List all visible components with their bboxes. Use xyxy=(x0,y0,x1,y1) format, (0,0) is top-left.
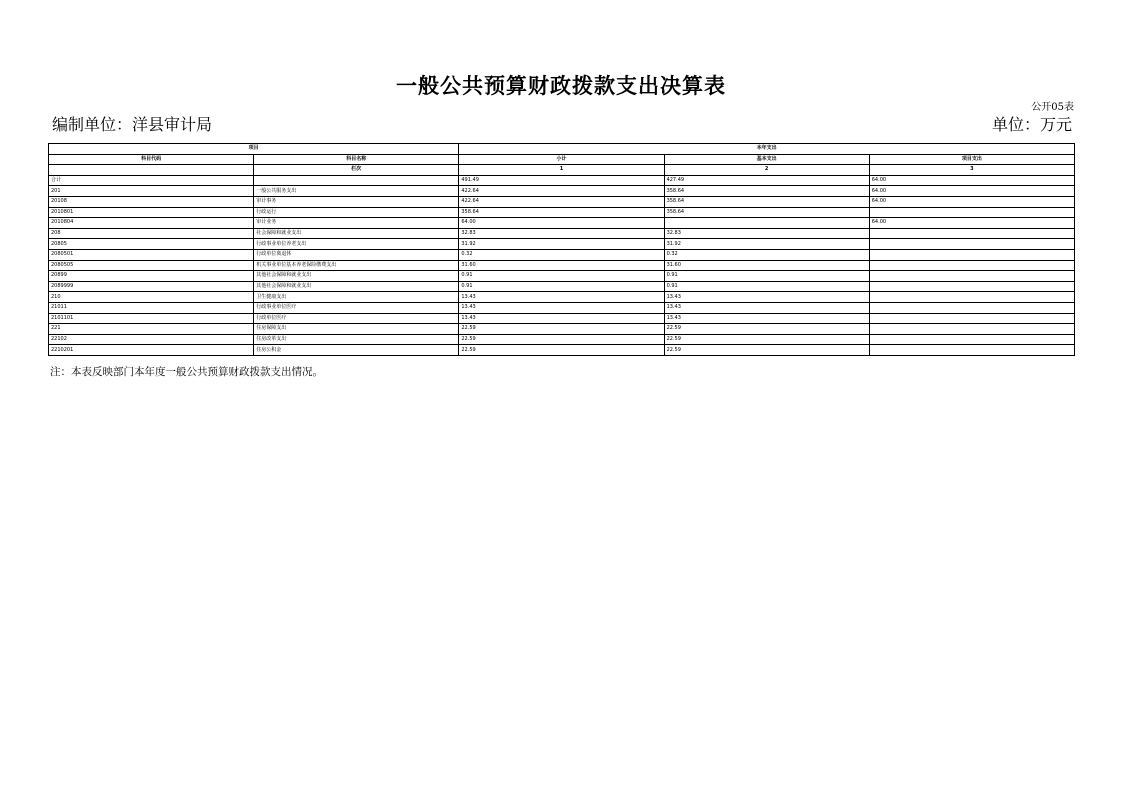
cell-subtotal: 358.64 xyxy=(459,207,664,218)
cell-name: 其他社会保障和就业支出 xyxy=(254,281,459,292)
cell-subtotal: 22.59 xyxy=(459,334,664,345)
cell-code: 合计 xyxy=(49,175,254,186)
header-name: 科目名称 xyxy=(254,154,459,165)
cell-subtotal: 64.00 xyxy=(459,218,664,229)
cell-name: 一般公共服务支出 xyxy=(254,186,459,197)
expenditure-table xyxy=(48,143,1075,356)
table-row xyxy=(49,186,1075,197)
cell-basic: 358.64 xyxy=(664,196,869,207)
cell-project: 64.00 xyxy=(869,175,1074,186)
header-project-expense: 项目支出 xyxy=(869,154,1074,165)
cell-basic: 0.32 xyxy=(664,249,869,260)
table-row xyxy=(49,345,1075,356)
cell-project xyxy=(869,228,1074,239)
cell-project xyxy=(869,313,1074,324)
table-row xyxy=(49,228,1075,239)
cell-basic: 13.43 xyxy=(664,302,869,313)
header-current-year: 本年支出 xyxy=(459,144,1075,155)
cell-code: 2080501 xyxy=(49,249,254,260)
cell-name: 住房公积金 xyxy=(254,345,459,356)
cell-project xyxy=(869,271,1074,282)
cell-code: 21011 xyxy=(49,302,254,313)
cell-project xyxy=(869,281,1074,292)
index-1: 1 xyxy=(459,165,664,176)
cell-name: 行政单位离退休 xyxy=(254,249,459,260)
table-row xyxy=(49,218,1075,229)
header-row-index xyxy=(49,165,1075,176)
cell-name: 审计业务 xyxy=(254,218,459,229)
cell-basic: 31.92 xyxy=(664,239,869,250)
cell-basic: 358.64 xyxy=(664,207,869,218)
table-row xyxy=(49,334,1075,345)
cell-subtotal: 0.32 xyxy=(459,249,664,260)
cell-basic: 358.64 xyxy=(664,186,869,197)
table-row xyxy=(49,175,1075,186)
table-row xyxy=(49,292,1075,303)
cell-name: 其他社会保障和就业支出 xyxy=(254,271,459,282)
cell-name: 行政事业单位养老支出 xyxy=(254,239,459,250)
cell-project: 64.00 xyxy=(869,218,1074,229)
header-project: 项目 xyxy=(49,144,459,155)
cell-project xyxy=(869,345,1074,356)
cell-project xyxy=(869,239,1074,250)
header-subtotal: 小计 xyxy=(459,154,664,165)
cell-code: 208 xyxy=(49,228,254,239)
cell-project xyxy=(869,324,1074,335)
header-basic: 基本支出 xyxy=(664,154,869,165)
cell-subtotal: 13.43 xyxy=(459,292,664,303)
index-label: 栏次 xyxy=(254,165,459,176)
cell-code: 2080505 xyxy=(49,260,254,271)
cell-project xyxy=(869,207,1074,218)
footnote: 注：本表反映部门本年度一般公共预算财政拨款支出情况。 xyxy=(50,366,323,378)
index-2: 2 xyxy=(664,165,869,176)
cell-project xyxy=(869,260,1074,271)
table-row xyxy=(49,324,1075,335)
index-3: 3 xyxy=(869,165,1074,176)
cell-code: 2010804 xyxy=(49,218,254,229)
cell-subtotal: 32.83 xyxy=(459,228,664,239)
cell-code: 20805 xyxy=(49,239,254,250)
cell-code: 2089999 xyxy=(49,281,254,292)
table-row xyxy=(49,260,1075,271)
cell-project xyxy=(869,249,1074,260)
cell-subtotal: 0.91 xyxy=(459,281,664,292)
cell-name: 住房保障支出 xyxy=(254,324,459,335)
cell-basic: 22.59 xyxy=(664,345,869,356)
cell-project: 64.00 xyxy=(869,196,1074,207)
header-code: 科目代码 xyxy=(49,154,254,165)
cell-code: 20108 xyxy=(49,196,254,207)
cell-subtotal: 31.60 xyxy=(459,260,664,271)
cell-project xyxy=(869,292,1074,303)
cell-subtotal: 422.64 xyxy=(459,186,664,197)
cell-name xyxy=(254,175,459,186)
cell-subtotal: 22.59 xyxy=(459,324,664,335)
cell-subtotal: 13.43 xyxy=(459,313,664,324)
cell-subtotal: 31.92 xyxy=(459,239,664,250)
cell-subtotal: 422.64 xyxy=(459,196,664,207)
header-row-group xyxy=(49,144,1075,155)
cell-basic: 32.83 xyxy=(664,228,869,239)
cell-subtotal: 22.59 xyxy=(459,345,664,356)
table-row xyxy=(49,281,1075,292)
cell-basic: 0.91 xyxy=(664,271,869,282)
cell-basic: 31.60 xyxy=(664,260,869,271)
index-empty xyxy=(49,165,254,176)
table-body xyxy=(49,175,1075,355)
cell-name: 机关事业单位基本养老保险缴费支出 xyxy=(254,260,459,271)
table-row xyxy=(49,249,1075,260)
table-row xyxy=(49,196,1075,207)
cell-name: 社会保障和就业支出 xyxy=(254,228,459,239)
cell-name: 住房改革支出 xyxy=(254,334,459,345)
page-title: 一般公共预算财政拨款支出决算表 xyxy=(396,73,726,98)
cell-name: 行政单位医疗 xyxy=(254,313,459,324)
table-row xyxy=(49,302,1075,313)
cell-code: 2101101 xyxy=(49,313,254,324)
cell-code: 2010801 xyxy=(49,207,254,218)
cell-basic: 427.49 xyxy=(664,175,869,186)
unit-label: 单位：万元 xyxy=(991,115,1072,134)
cell-basic: 22.59 xyxy=(664,334,869,345)
cell-subtotal: 491.49 xyxy=(459,175,664,186)
table-row xyxy=(49,271,1075,282)
organization-label: 编制单位：洋县审计局 xyxy=(52,115,213,134)
cell-basic: 22.59 xyxy=(664,324,869,335)
cell-code: 2210201 xyxy=(49,345,254,356)
cell-basic: 13.43 xyxy=(664,292,869,303)
table-row xyxy=(49,207,1075,218)
cell-subtotal: 13.43 xyxy=(459,302,664,313)
cell-basic: 0.91 xyxy=(664,281,869,292)
form-number: 公开05表 xyxy=(1031,102,1074,113)
cell-name: 卫生健康支出 xyxy=(254,292,459,303)
cell-basic xyxy=(664,218,869,229)
cell-project xyxy=(869,302,1074,313)
cell-code: 210 xyxy=(49,292,254,303)
cell-name: 行政运行 xyxy=(254,207,459,218)
cell-basic: 13.43 xyxy=(664,313,869,324)
cell-code: 201 xyxy=(49,186,254,197)
table-row xyxy=(49,239,1075,250)
cell-code: 221 xyxy=(49,324,254,335)
cell-name: 审计事务 xyxy=(254,196,459,207)
table-row xyxy=(49,313,1075,324)
cell-code: 20899 xyxy=(49,271,254,282)
cell-code: 22102 xyxy=(49,334,254,345)
cell-project xyxy=(869,334,1074,345)
header-row-columns xyxy=(49,154,1075,165)
cell-subtotal: 0.91 xyxy=(459,271,664,282)
cell-name: 行政事业单位医疗 xyxy=(254,302,459,313)
cell-project: 64.00 xyxy=(869,186,1074,197)
